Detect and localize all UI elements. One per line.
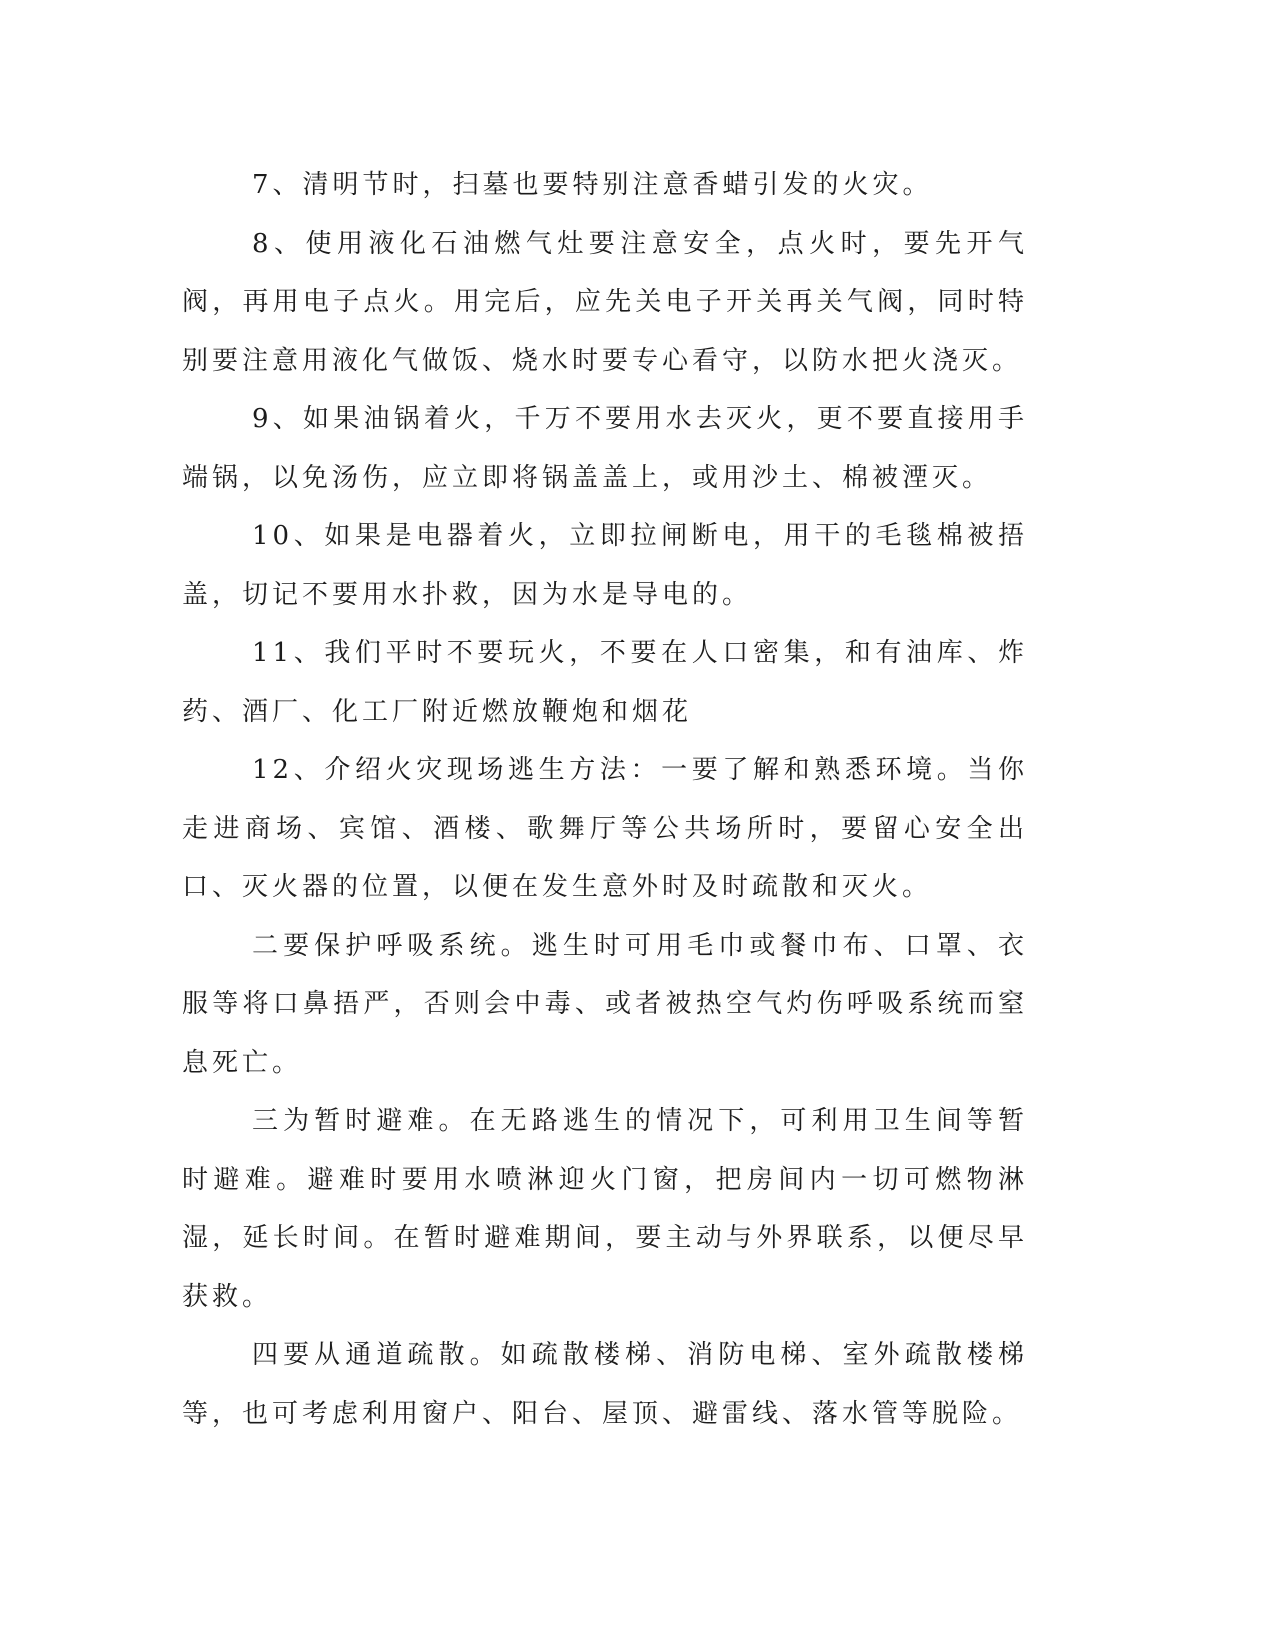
paragraph-item-11: 11、我们平时不要玩火，不要在人口密集，和有油库、炸药、酒厂、化工厂附近燃放鞭炮和烟花 — [182, 638, 1028, 727]
paragraph-item-10: 10、如果是电器着火，立即拉闸断电，用干的毛毯棉被捂盖，切记不要用水扑救，因为水是导电的。 — [182, 521, 1028, 610]
paragraph-item-8: 8、使用液化石油燃气灶要注意安全，点火时，要先开气阀，再用电子点火。用完后，应先关电子开关再关气阀，同时特别要注意用液化气做饭、烧水时要专心看守，以防水把火浇灭。 — [182, 228, 1028, 376]
paragraph-item-7: 7、清明节时，扫墓也要特别注意香蜡引发的火灾。 — [252, 170, 933, 200]
paragraph-item-12: 12、介绍火灾现场逃生方法：一要了解和熟悉环境。当你走进商场、宾馆、酒楼、歌舞厅等公共场所时，要留心安全出口、灭火器的位置，以便在发生意外时及时疏散和灭火。 — [182, 755, 1028, 902]
paragraph-shelter: 三为暂时避难。在无路逃生的情况下，可利用卫生间等暂时避难。避难时要用水喷淋迎火门窗，把房间内一切可燃物淋湿，延长时间。在暂时避难期间，要主动与外界联系，以便尽早获救。 — [182, 1106, 1028, 1312]
document-body — [182, 156, 1028, 1443]
paragraph-breathing: 二要保护呼吸系统。逃生时可用毛巾或餐巾布、口罩、衣服等将口鼻捂严，否则会中毒、或者被热空气灼伤呼吸系统而窒息死亡。 — [182, 930, 1028, 1078]
paragraph-evacuation: 四要从通道疏散。如疏散楼梯、消防电梯、室外疏散楼梯等，也可考虑利用窗户、阳台、屋顶、避雷线、落水管等脱险。 — [182, 1340, 1028, 1429]
paragraph-item-9: 9、如果油锅着火，千万不要用水去灭火，更不要直接用手端锅，以免汤伤，应立即将锅盖盖上，或用沙土、棉被湮灭。 — [182, 404, 1028, 493]
